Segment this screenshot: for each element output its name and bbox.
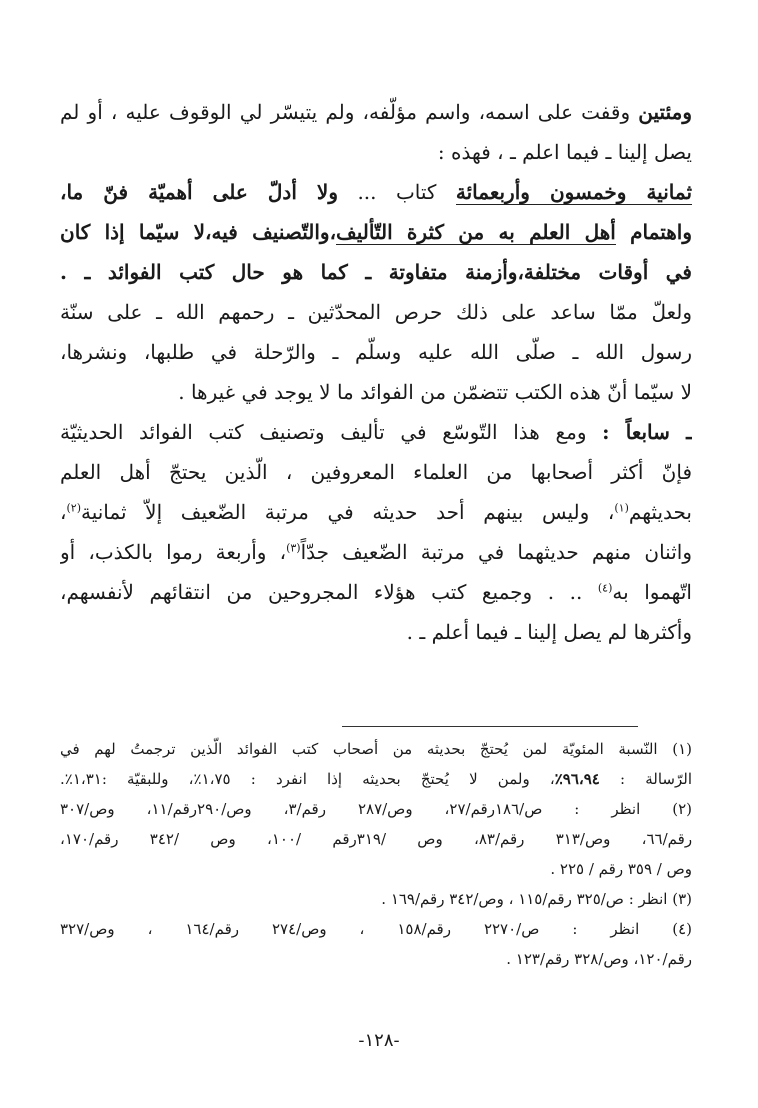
bold-phrase: ولا أدلّ على أهميّة فنّ ما، xyxy=(60,180,338,204)
text-line xyxy=(60,572,692,612)
underlined-bold-phrase: ثمانية وخمسون وأربعمائة xyxy=(455,180,692,204)
text-line: في أوقات مختلفة،وأزمنة متفاوتة ـ كما هو حال كتب الفوائد ـ . xyxy=(60,260,692,284)
main-text xyxy=(60,92,692,652)
footnote-line xyxy=(60,764,692,794)
text-span: .. . وجميع كتب هؤلاء المجروحين من انتقائهم لأنفسهم، xyxy=(60,580,598,604)
text-span: وقفت على اسمه، واسم مؤلّفه، ولم يتيسّر لي الوقوف عليه ، أو لم xyxy=(60,100,639,124)
section-label: ـ سابعاً : xyxy=(602,420,692,444)
footnote-line: وص / ٣٥٩ رقم / ٢٢٥ . xyxy=(550,860,692,878)
text-span: ، ولمن لا يُحتجّ بحديثه إذا انفرد : ١،٧٥٪، وللبقيّة :١،٣١٪. xyxy=(60,770,555,788)
underlined-phrase: أهل العلم به من كثرة التّأليف xyxy=(336,220,616,244)
bold-phrase: ومئتين xyxy=(638,100,692,124)
text-line: يصل إلينا ـ فيما اعلم ـ ، فهذه : xyxy=(437,140,692,164)
text-span: ، وأربعة رموا بالكذب، أو xyxy=(60,540,287,564)
page-number: -١٢٨- xyxy=(358,1030,400,1051)
bold-percentage: ٩٦،٩٤٪ xyxy=(554,770,600,788)
text-line xyxy=(60,172,692,212)
footnote-ref: (٢) xyxy=(66,501,81,515)
footnote-line: (١) النّسبة المئويّة لمن يُحتجّ بحديثه من أصحاب كتب الفوائد الّذين ترجمتُ لهم في xyxy=(60,740,692,758)
text-span: اتّهموا به xyxy=(612,580,692,604)
text-line xyxy=(60,92,692,132)
footnote-divider xyxy=(342,726,638,727)
footnote-line: رقم/٦٦، وص/٣١٣ رقم/٨٣، وص /٣١٩رقم /١٠٠، وص /٣٤٢ رقم/١٧٠، xyxy=(60,830,692,848)
footnote-ref: (١) xyxy=(614,501,629,515)
text-span: ، وليس بينهم أحد حديثه في مرتبة الضّعيف إلاّ ثمانية xyxy=(80,500,615,524)
text-line xyxy=(60,212,692,252)
footnotes xyxy=(60,734,692,974)
text-span: واهتمام xyxy=(615,220,692,244)
footnote-line: (٣) انظر : ص/٣٢٥ رقم/١١٥ ، وص/٣٤٢ رقم/١٦٩ . xyxy=(381,890,692,908)
text-line: فإنّ أكثر أصحابها من العلماء المعروفين ، الّذين يحتجّ أهل العلم xyxy=(60,460,692,484)
text-line xyxy=(60,532,692,572)
text-line: ولعلّ ممّا ساعد على ذلك حرص المحدّثين ـ رحمهم الله ـ على سنّة xyxy=(60,300,692,324)
footnote-line: رقم/١٢٠، وص/٣٢٨ رقم/١٢٣ . xyxy=(506,950,692,968)
text-span: ، xyxy=(60,500,67,524)
text-span: بحديثهم xyxy=(628,500,692,524)
text-line: لا سيّما أنّ هذه الكتب تتضمّن من الفوائد ما لا يوجد في غيرها . xyxy=(178,380,692,404)
text-span: ،والتّصنيف فيه،لا سيّما إذا كان xyxy=(60,220,337,244)
text-line: وأكثرها لم يصل إلينا ـ فيما أعلم ـ . xyxy=(406,620,692,644)
footnote-ref: (٤) xyxy=(597,581,613,595)
text-span: ومع هذا التّوسّع في تأليف وتصنيف كتب الفوائد الحديثيّة xyxy=(60,420,603,444)
text-span: واثنان منهم حديثهما في مرتبة الضّعيف جدّاً xyxy=(300,540,692,564)
text-line xyxy=(60,492,692,532)
footnote-line: (٤) انظر : ص/٢٢٧٠ رقم/١٥٨ ، وص/٢٧٤ رقم/١٦٤ ، وص/٣٢٧ xyxy=(60,920,692,938)
text-line: رسول الله ـ صلّى الله عليه وسلّم ـ والرّحلة في طلبها، ونشرها، xyxy=(60,340,692,364)
text-span: الرّسالة : xyxy=(599,770,692,788)
text-line xyxy=(60,412,692,452)
footnote-ref: (٣) xyxy=(286,541,301,555)
text-span: كتاب ... xyxy=(338,180,456,204)
footnote-line: (٢) انظر : ص/١٨٦رقم/٢٧، وص/٢٨٧ رقم/٣، وص/٢٩٠رقم/١١، وص/٣٠٧ xyxy=(60,800,692,818)
